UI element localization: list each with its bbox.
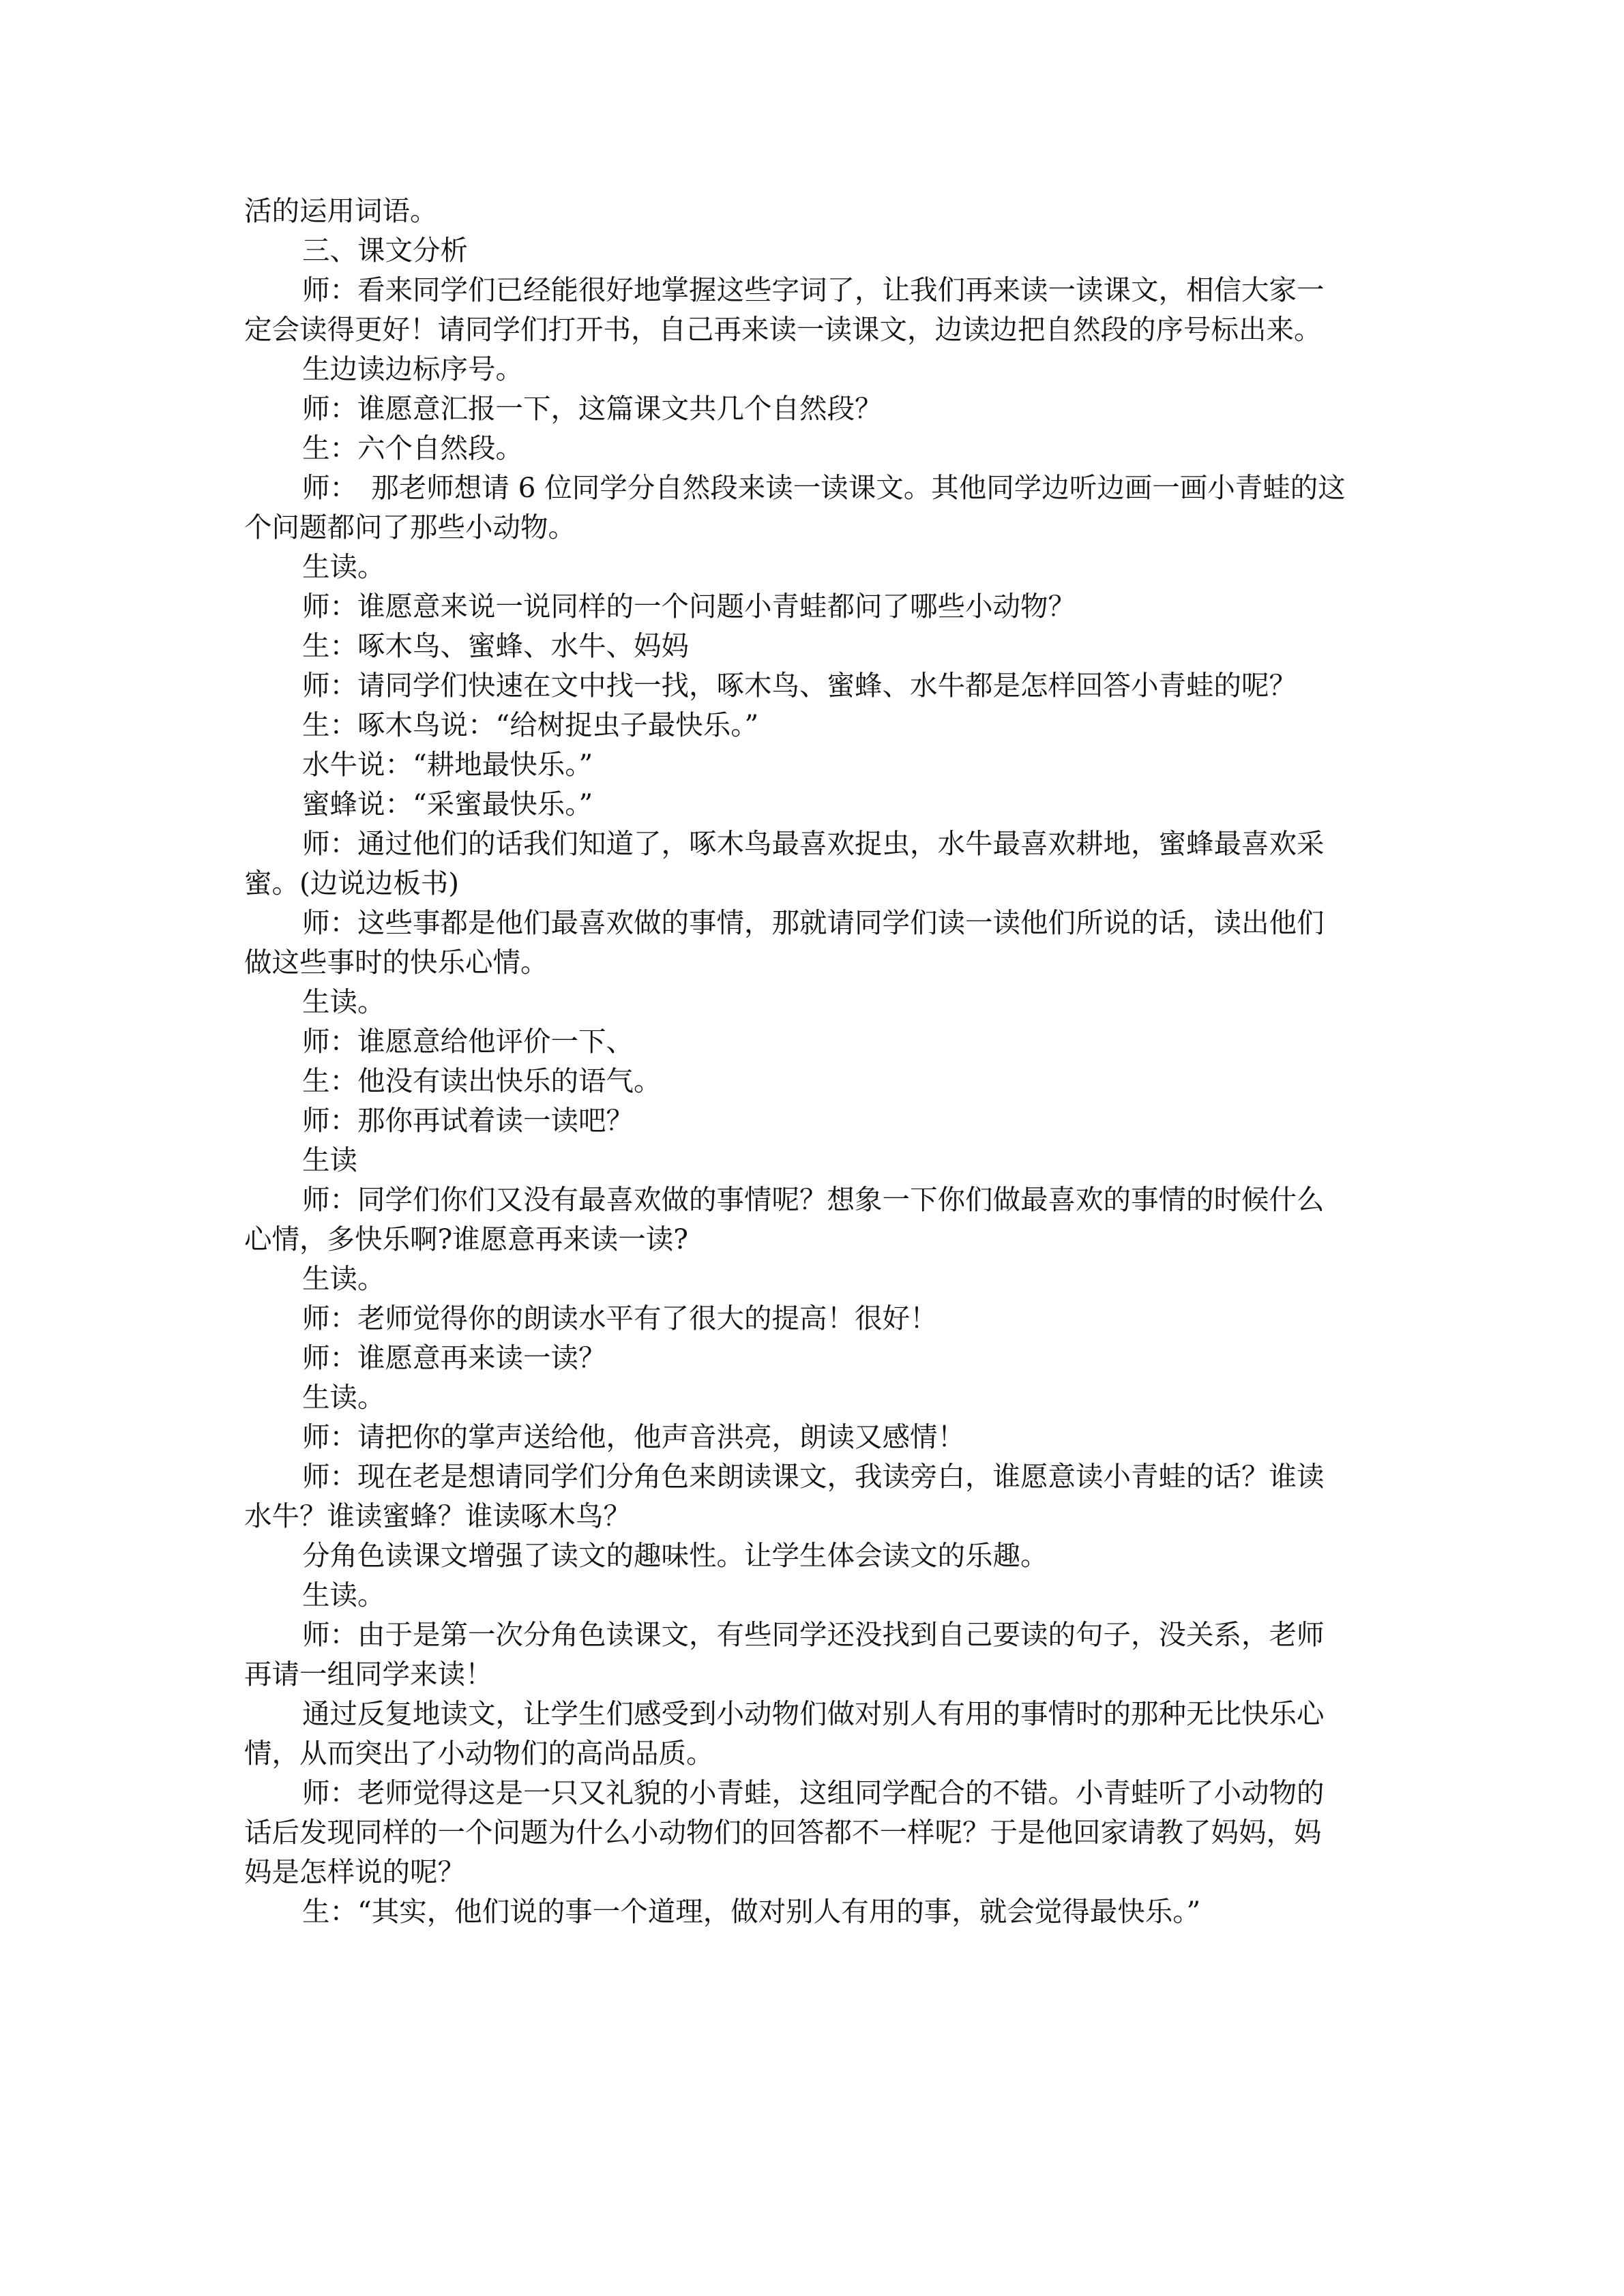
text-line: 话后发现同样的一个问题为什么小动物们的回答都不一样呢？于是他回家请教了妈妈，妈 xyxy=(244,1816,1322,1849)
text-line: 情，从而突出了小动物们的高尚品质。 xyxy=(244,1737,714,1770)
text-line: 生读。 xyxy=(302,550,385,583)
text-line: 分角色读课文增强了读文的趣味性。让学生体会读文的乐趣。 xyxy=(302,1539,1048,1572)
text-line: 师：请把你的掌声送给他，他声音洪亮，朗读又感情！ xyxy=(302,1420,965,1453)
text-line: 师：谁愿意汇报一下，这篇课文共几个自然段？ xyxy=(302,392,883,425)
text-line: 师：那你再试着读一读吧？ xyxy=(302,1104,634,1137)
text-line: 蜜。(边说边板书) xyxy=(244,867,460,899)
text-line: 生读。 xyxy=(302,985,385,1018)
text-line: 师：由于是第一次分角色读课文，有些同学还没找到自己要读的句子，没关系，老师 xyxy=(302,1618,1325,1651)
text-line: 定会读得更好！请同学们打开书，自己再来读一读课文，边读边把自然段的序号标出来。 xyxy=(244,313,1322,346)
text-line: 师：谁愿意再来读一读？ xyxy=(302,1341,606,1374)
text-line: 师：这些事都是他们最喜欢做的事情，那就请同学们读一读他们所说的话，读出他们 xyxy=(302,906,1325,939)
text-line: 生读。 xyxy=(302,1262,385,1295)
text-line: 师：谁愿意给他评价一下、 xyxy=(302,1025,634,1058)
text-line: 师：请同学们快速在文中找一找，啄木鸟、蜜蜂、水牛都是怎样回答小青蛙的呢？ xyxy=(302,669,1297,702)
text-line: 师：看来同学们已经能很好地掌握这些字词了，让我们再来读一读课文，相信大家一 xyxy=(302,273,1325,306)
text-line: 妈是怎样说的呢？ xyxy=(244,1855,465,1888)
text-line: 生：啄木鸟、蜜蜂、水牛、妈妈 xyxy=(302,629,689,662)
text-line: 师： 那老师想请 6 位同学分自然段来读一读课文。其他同学边听边画一画小青蛙的这 xyxy=(302,471,1346,504)
text-line: 生：他没有读出快乐的语气。 xyxy=(302,1064,662,1097)
text-line: 蜜蜂说：“采蜜最快乐。” xyxy=(302,788,593,820)
text-line: 生：啄木鸟说：“给树捉虫子最快乐。” xyxy=(302,709,759,741)
text-line: 活的运用词语。 xyxy=(244,194,438,227)
text-line: 生读 xyxy=(302,1144,357,1176)
text-line: 生：六个自然段。 xyxy=(302,432,523,464)
text-line: 做这些事时的快乐心情。 xyxy=(244,946,548,979)
text-line: 通过反复地读文，让学生们感受到小动物们做对别人有用的事情时的那种无比快乐心 xyxy=(302,1697,1325,1730)
text-line: 师：老师觉得这是一只又礼貌的小青蛙，这组同学配合的不错。小青蛙听了小动物的 xyxy=(302,1776,1325,1809)
text-line: 师：同学们你们又没有最喜欢做的事情呢？想象一下你们做最喜欢的事情的时候什么 xyxy=(302,1183,1325,1216)
document-page xyxy=(244,191,1383,1931)
text-line: 三、课文分析 xyxy=(302,234,468,267)
text-line: 个问题都问了那些小动物。 xyxy=(244,511,576,543)
text-line: 师：老师觉得你的朗读水平有了很大的提高！很好！ xyxy=(302,1302,938,1335)
text-line: 再请一组同学来读！ xyxy=(244,1658,493,1690)
text-line: 生读。 xyxy=(302,1579,385,1611)
text-line: 生：“其实，他们说的事一个道理，做对别人有用的事，就会觉得最快乐。” xyxy=(302,1895,1201,1928)
text-line: 水牛？谁读蜜蜂？谁读啄木鸟？ xyxy=(244,1500,631,1532)
text-line: 水牛说：“耕地最快乐。” xyxy=(302,748,593,781)
text-line: 心情，多快乐啊?谁愿意再来读一读? xyxy=(244,1223,688,1255)
text-line: 生边读边标序号。 xyxy=(302,353,523,385)
text-line: 师：现在老是想请同学们分角色来朗读课文，我读旁白，谁愿意读小青蛙的话？谁读 xyxy=(302,1460,1325,1493)
document-body xyxy=(244,191,1383,1931)
text-line: 生读。 xyxy=(302,1381,385,1414)
text-line: 师：谁愿意来说一说同样的一个问题小青蛙都问了哪些小动物？ xyxy=(302,590,1076,623)
text-line: 师：通过他们的话我们知道了，啄木鸟最喜欢捉虫，水牛最喜欢耕地，蜜蜂最喜欢采 xyxy=(302,827,1325,860)
